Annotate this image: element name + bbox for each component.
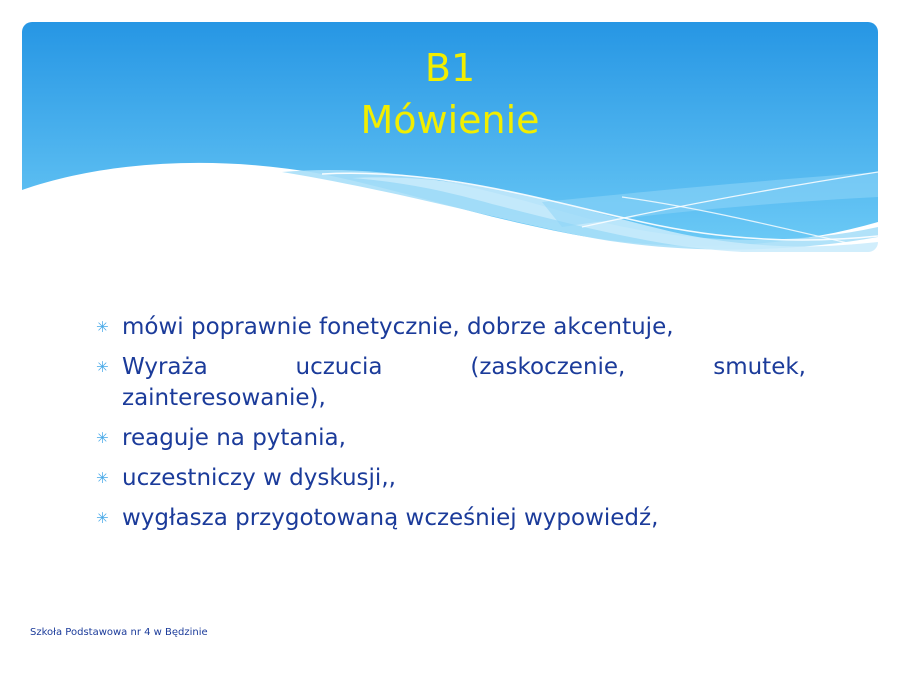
asterisk-bullet-icon: ✳	[96, 509, 109, 527]
list-item	[96, 463, 806, 494]
asterisk-bullet-icon: ✳	[96, 469, 109, 487]
list-item	[96, 503, 806, 534]
title-line-2: Mówienie	[360, 98, 540, 142]
asterisk-bullet-icon: ✳	[96, 318, 109, 336]
footer-text: Szkoła Podstawowa nr 4 w Będzinie	[30, 627, 208, 638]
bullet-list	[96, 312, 806, 543]
bullet-continuation: zainteresowanie),	[122, 385, 326, 411]
list-item	[96, 312, 806, 343]
bullet-word: uczucia	[295, 354, 383, 380]
asterisk-bullet-icon: ✳	[96, 358, 109, 376]
slide-title	[22, 42, 878, 146]
bullet-word: smutek,	[713, 354, 806, 380]
bullet-text: wygłasza przygotowaną wcześniej wypowiedź,	[122, 505, 659, 531]
bullet-text: uczestniczy w dyskusji,,	[122, 465, 396, 491]
bullet-word: (zaskoczenie,	[470, 354, 626, 380]
asterisk-bullet-icon: ✳	[96, 429, 109, 447]
bullet-justified-line	[122, 352, 806, 383]
header-banner	[22, 22, 878, 252]
list-item	[96, 423, 806, 454]
bullet-text: reaguje na pytania,	[122, 425, 346, 451]
title-line-1: B1	[424, 46, 476, 90]
bullet-text: mówi poprawnie fonetycznie, dobrze akcentuje,	[122, 314, 674, 340]
list-item	[96, 352, 806, 414]
bullet-word: Wyraża	[122, 354, 208, 380]
